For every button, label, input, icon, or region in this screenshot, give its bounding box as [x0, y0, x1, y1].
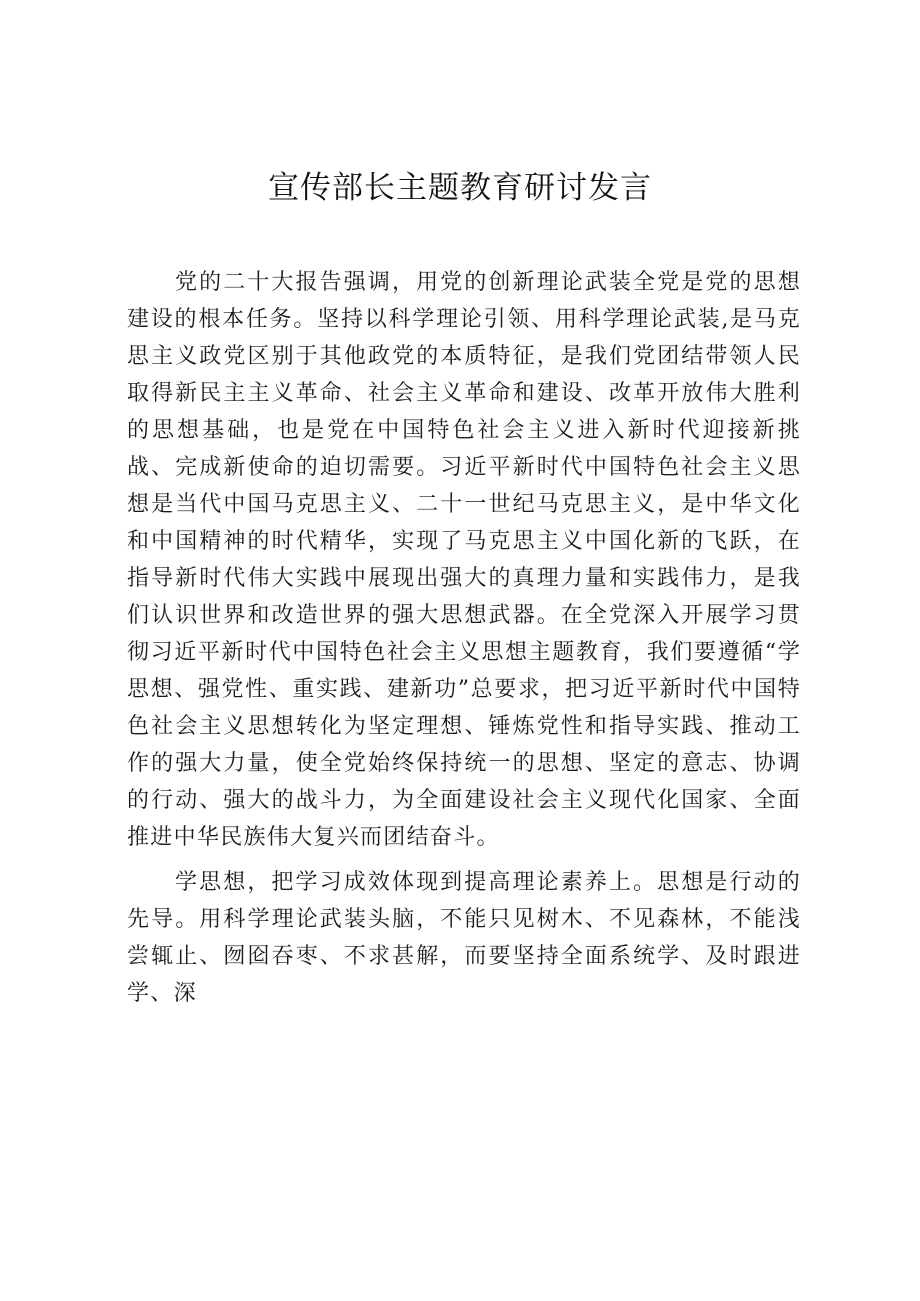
paragraph-1: 党的二十大报告强调，用党的创新理论武装全党是党的思想建设的根本任务。坚持以科学理论引领、用科学理论武装,是马克思主义政党区别于其他政党的本质特征，是我们党团结带领人民取得新民主主义革命、社会主义革命和建设、改革开放伟大胜利的思想基础，也是党在中国特色社会主义进入新时代迎接新挑战、完成新使命的迫切需要。习近平新时代中国特色社会主义思想是当代中国马克思主义、二十一世纪马克思主义，是中华文化和中国精神的时代精华，实现了马克思主义中国化新的飞跃，在指导新时代伟大实践中展现出强大的真理力量和实践伟力，是我们认识世界和改造世界的强大思想武器。在全党深入开展学习贯彻习近平新时代中国特色社会主义思想主题教育，我们要遵循“学思想、强党性、重实践、建新功”总要求，把习近平新时代中国特色社会主义思想转化为坚定理想、锤炼党性和指导实践、推动工作的强大力量，使全党始终保持统一的思想、坚定的意志、协调的行动、强大的战斗力，为全面建设社会主义现代化国家、全面推进中华民族伟大复兴而团结奋斗。	[127, 270, 801, 850]
document-title: 宣传部长主题教育研讨发言	[268, 170, 652, 206]
document-body	[127, 264, 801, 1012]
paragraph-2: 学思想，把学习成效体现到提高理论素养上。思想是行动的先导。用科学理论武装头脑，不能只见树木、不见森林，不能浅尝辄止、囫囵吞枣、不求甚解，而要坚持全面系统学、及时跟进学、深	[127, 870, 801, 1006]
